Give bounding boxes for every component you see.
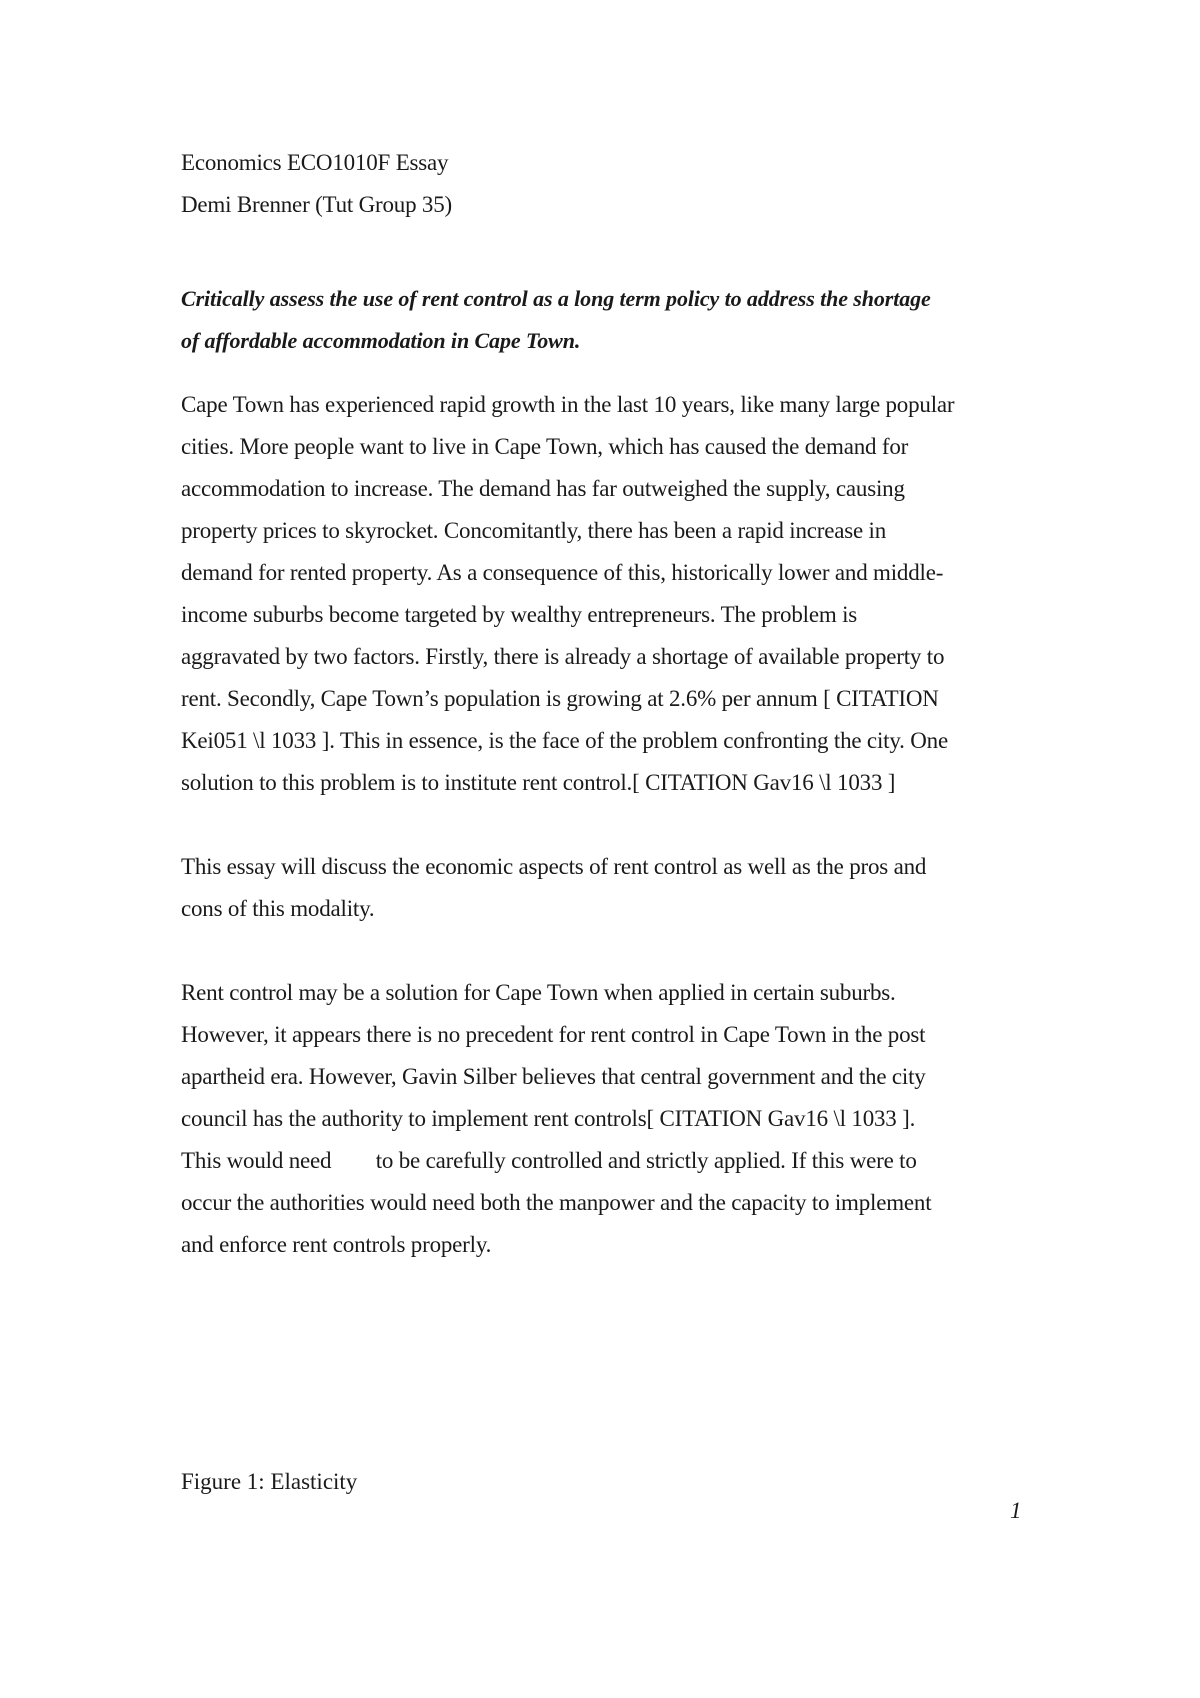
paragraph-line: solution to this problem is to institute rent control.[ CITATION Gav16 \l 1033 ]	[181, 770, 896, 795]
paragraph-line: rent. Secondly, Cape Town’s population is growing at 2.6% per annum [ CITATION	[181, 686, 939, 711]
paragraph-solution	[181, 972, 1026, 1266]
paragraph-line: property prices to skyrocket. Concomitantly, there has been a rapid increase in	[181, 518, 887, 543]
paragraph-line: Cape Town has experienced rapid growth in the last 10 years, like many large popular	[181, 392, 955, 417]
figure-caption: Figure 1: Elasticity	[181, 1469, 358, 1494]
question-line: Critically assess the use of rent control as a long term policy to address the shortage	[181, 286, 931, 311]
paragraph-line: demand for rented property. As a consequence of this, historically lower and middle-	[181, 560, 944, 585]
essay-question	[181, 278, 1026, 362]
paragraph-line: aggravated by two factors. Firstly, there is already a shortage of available property to	[181, 644, 945, 669]
paragraph-line: council has the authority to implement rent controls[ CITATION Gav16 \l 1033 ].	[181, 1106, 916, 1131]
paragraph-line: However, it appears there is no precedent for rent control in Cape Town in the post	[181, 1022, 926, 1047]
paragraph-scope	[181, 846, 1026, 930]
paragraph-line: cons of this modality.	[181, 896, 375, 921]
paragraph-line: occur the authorities would need both the manpower and the capacity to implement	[181, 1190, 932, 1215]
paragraph-line: Kei051 \l 1033 ]. This in essence, is the face of the problem confronting the city. One	[181, 728, 948, 753]
paragraph-intro	[181, 384, 1026, 804]
author-line: Demi Brenner (Tut Group 35)	[181, 192, 452, 217]
essay-header	[181, 142, 1026, 226]
paragraph-line: accommodation to increase. The demand has far outweighed the supply, causing	[181, 476, 905, 501]
paragraph-line: cities. More people want to live in Cape Town, which has caused the demand for	[181, 434, 909, 459]
paragraph-line: and enforce rent controls properly.	[181, 1232, 492, 1257]
page-number: 1	[1010, 1498, 1022, 1523]
document-body	[181, 142, 1026, 1308]
paragraph-line: This essay will discuss the economic aspects of rent control as well as the pros and	[181, 854, 927, 879]
paragraph-line: apartheid era. However, Gavin Silber believes that central government and the city	[181, 1064, 926, 1089]
paragraph-line: income suburbs become targeted by wealthy entrepreneurs. The problem is	[181, 602, 858, 627]
paragraph-line: This would need to be carefully controlled and strictly applied. If this were to	[181, 1148, 917, 1173]
question-line: of affordable accommodation in Cape Town.	[181, 328, 581, 353]
paragraph-line: Rent control may be a solution for Cape Town when applied in certain suburbs.	[181, 980, 896, 1005]
course-line: Economics ECO1010F Essay	[181, 150, 449, 175]
